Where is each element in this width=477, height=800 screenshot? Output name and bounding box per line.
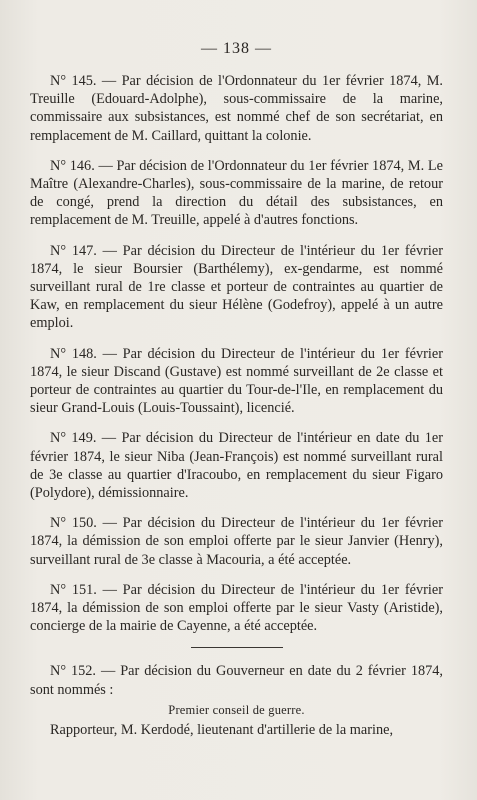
page-number: — 138 — [201,40,272,57]
entry-149: N° 149. — Par décision du Directeur de l'intérieur en date du 1er février 1874, le sieur Niba (Jean-François) est nommé surveillant rural de 3e classe au quartier d'Iracoubo, en remplacement du sieur Figaro (Polydore), démissionnaire. [30,430,443,502]
entry-152: N° 152. — Par décision du Gouverneur en date du 2 février 1874, sont nommés : [30,663,443,698]
entry-146: N° 146. — Par décision de l'Ordonnateur du 1er février 1874, M. Le Maître (Alexandre-Charles), sous-commissaire de la marine, de retour de congé, prend la direction du détail des subsistances, en remplacement de M. Treuille, appelé à d'autres fonctions. [30,157,443,229]
entry-147: N° 147. — Par décision du Directeur de l'intérieur du 1er février 1874, le sieur Boursier (Barthélemy), ex-gendarme, est nommé surveillant rural de 1re classe et porteur de contraintes au quartier de Kaw, en remplacement du sieur Hélène (Godefroy), appelé à un autre emploi. [30,242,443,332]
section-divider [191,647,283,648]
entry-150: N° 150. — Par décision du Directeur de l'intérieur du 1er février 1874, la démission de son emploi offerte par le sieur Janvier (Henry), surveillant rural de 3e classe à Macouria, a été acceptée. [30,515,443,568]
entry-151: N° 151. — Par décision du Directeur de l'intérieur du 1er février 1874, la démission de son emploi offerte par le sieur Vasty (Aristide), concierge de la mairie de Cayenne, a été acceptée. [30,581,443,635]
entry-152-rapporteur: Rapporteur, M. Kerdodé, lieutenant d'artillerie de la marine, [50,721,394,738]
entry-145: N° 145. — Par décision de l'Ordonnateur du 1er février 1874, M. Treuille (Edouard-Adolphe), sous-commissaire de la marine, commissaire aux subsistances, est nommé chef de son secrétariat, en remplacement de M. Caillard, quittant la colonie. [30,73,443,144]
entry-148: N° 148. — Par décision du Directeur de l'intérieur du 1er février 1874, le sieur Discand (Gustave) est nommé surveillant de 2e classe et porteur de contraintes au quartier du Tour-de-l'Ile, en remplacement du sieur Grand-Louis (Louis-Toussaint), licencié. [30,345,443,417]
subheading-conseil-de-guerre: Premier conseil de guerre. [168,702,305,717]
